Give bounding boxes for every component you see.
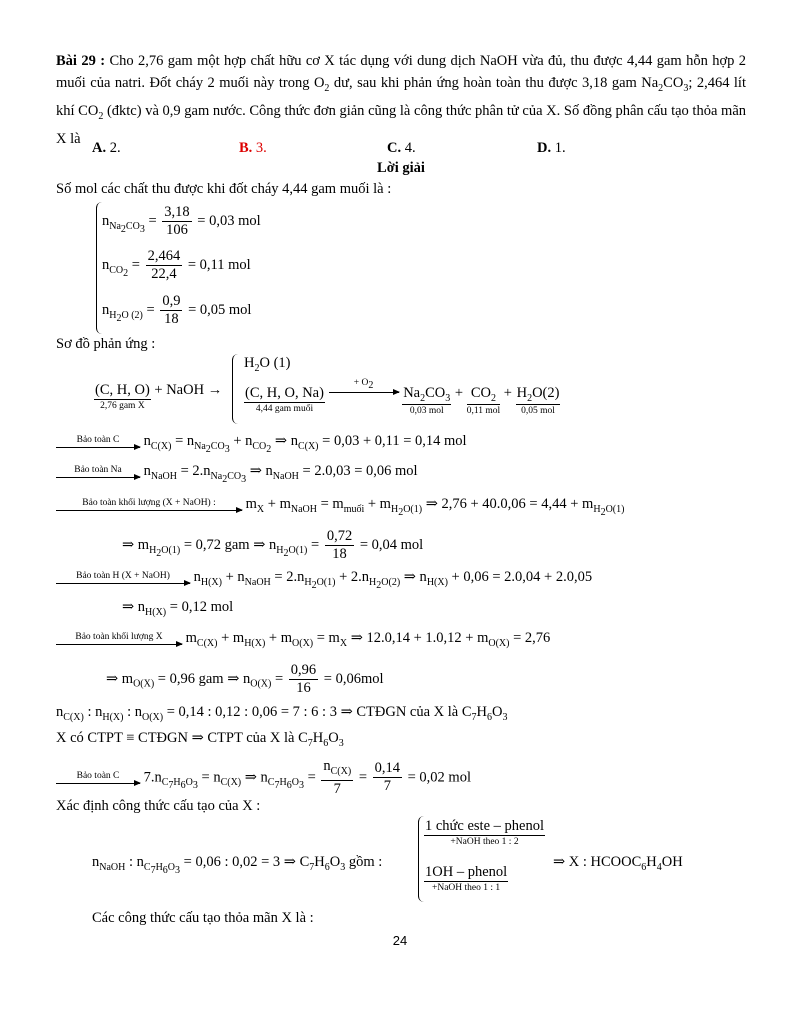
option-a: A. 2. [92, 140, 121, 156]
scheme-water1: $H_2O$ (1) [244, 355, 291, 374]
mole-na2co3: $n_{Na_2CO_3}$ = $\frac{3,18}{106}$ = 0,03 mol [102, 204, 261, 238]
problem-statement [56, 50, 746, 150]
solution-heading: Lời giải [377, 160, 425, 176]
eq-conservation-c: Bảo toàn C $n_{C(X)} = n_{Na_2CO_3} + n_{CO_2}$ ⇒ $n_{C(X)} = 0,03 + 0,11 = 0,14$ mol [56, 433, 467, 455]
eq-ctpt: X có CTPT ≡ CTĐGN ⇒ CTPT của X là $C_7H_6O_3$ [56, 730, 344, 749]
eq-conservation-na: Bảo toàn Na $n_{NaOH} = 2.n_{Na_2CO_3}$ ⇒ $n_{NaOH} = 2.0,03 = 0,06$ mol [56, 463, 418, 485]
option-c: C. 4. [387, 140, 416, 156]
scheme-label: Sơ đồ phản ứng : [56, 336, 156, 352]
struct-label: Xác định công thức cấu tạo của X : [56, 798, 261, 814]
eq-conservation-h: Bảo toàn H (X + NaOH) $n_{H(X)} + n_{NaOH} = 2.n_{H_2O(1)} + 2.n_{H_2O(2)}$ ⇒ $n_{H(X)} + 0,06 = 2.0,04 + 2.0,05$ [56, 569, 592, 591]
problem-text: Cho 2,76 gam một hợp chất hữu cơ X tác dụng với dung dịch NaOH vừa đủ, thu được 4,44 gam hỗn hợp 2 muối của natri. Đốt cháy 2 muối này trong $O_2$ dư, sau khi phản ứng hoàn toàn thu được 3,18 gam $Na_2CO_3$; 2,464 lít khí $CO_2$ (đktc) và 0,9 gam nước. Công thức đơn giản cũng là công thức phân tử của X. Số đồng phân cấu tạo thỏa mãn X là [56, 53, 747, 147]
scheme-reactant: (C, H, O) 2,76 gam X + NaOH → [95, 382, 223, 411]
option-d: D. 1. [537, 140, 566, 156]
struct-ratio: $n_{NaOH}$ : $n_{C_7H_6O_3} = 0,06$ : 0,02 = 3 ⇒ $C_7H_6O_3$ gồm : [92, 854, 383, 876]
eq-water-moles: ⇒ $m_{H_2O(1)} = 0,72$ gam ⇒ $n_{H_2O(1)}$ = $\frac{0,72}{18}$ = 0,04 mol [122, 528, 424, 562]
eq-oxygen-moles: ⇒ $m_{O(X)} = 0,96$ gam ⇒ $n_{O(X)}$ = $\frac{0,96}{16}$ = 0,06mol [106, 662, 384, 696]
eq-mass-conservation: Bảo toàn khối lượng (X + NaOH) : $m_X + m_{NaOH} = m_{muối} + m_{H_2O(1)}$ ⇒ $2,76 + 40.0,06 = 4,44 + m_{H_2O(1)}$ [56, 496, 624, 518]
mole-h2o: $n_{H_2O (2)}$ = $\frac{0,9}{18}$ = 0,05 mol [102, 293, 252, 327]
eq-h-result: ⇒ $n_{H(X)} = 0,12$ mol [122, 599, 234, 618]
mole-co2: $n_{CO_2}$ = $\frac{2,464}{22,4}$ = 0,11 mol [102, 248, 251, 282]
eq-conservation-c2: Bảo toàn C $7.n_{C_7H_6O_3} = n_{C(X)}$ ⇒ $n_{C_7H_6O_3}$ = $\frac{n_{C(X)}}{7}$ = $\frac{0,14}{7}$ = 0,02 mol [56, 758, 471, 798]
problem-title: Bài 29 : [56, 53, 106, 69]
option-b-correct: B. 3. [239, 140, 267, 156]
solution-intro: Số mol các chất thu được khi đốt cháy 4,44 gam muối là : [56, 181, 392, 197]
closing-text: Các công thức cấu tạo thỏa mãn X là : [92, 910, 314, 926]
scheme-brace [232, 354, 241, 424]
page-number: 24 [392, 933, 408, 948]
struct-group-ester: 1 chức este – phenol +NaOH theo 1 : 2 [425, 818, 544, 847]
eq-mass-x: Bảo toàn khối lượng X $m_{C(X)} + m_{H(X)} + m_{O(X)} = m_X$ ⇒ $12.0,14 + 1.0,12 + m_{O(X)} = 2,76$ [56, 630, 550, 649]
struct-group-oh: 1OH – phenol +NaOH theo 1 : 1 [425, 864, 508, 893]
struct-result: ⇒ X : $HCOOC_6H_4OH$ [553, 854, 683, 873]
scheme-salts: (C, H, O, Na) 4,44 gam muối + $O_2$ $Na_2CO_3$ 0,03 mol + $CO_2$ 0,11 mol + $H_2O(2)$ 0,05 mol [245, 378, 560, 416]
eq-ratio: $n_{C(X)}$ : $n_{H(X)}$ : $n_{O(X)} = 0,14$ : 0,12 : 0,06 = 7 : 6 : 3 ⇒ CTĐGN của X là $C_7H_6O_3$ [56, 704, 508, 723]
